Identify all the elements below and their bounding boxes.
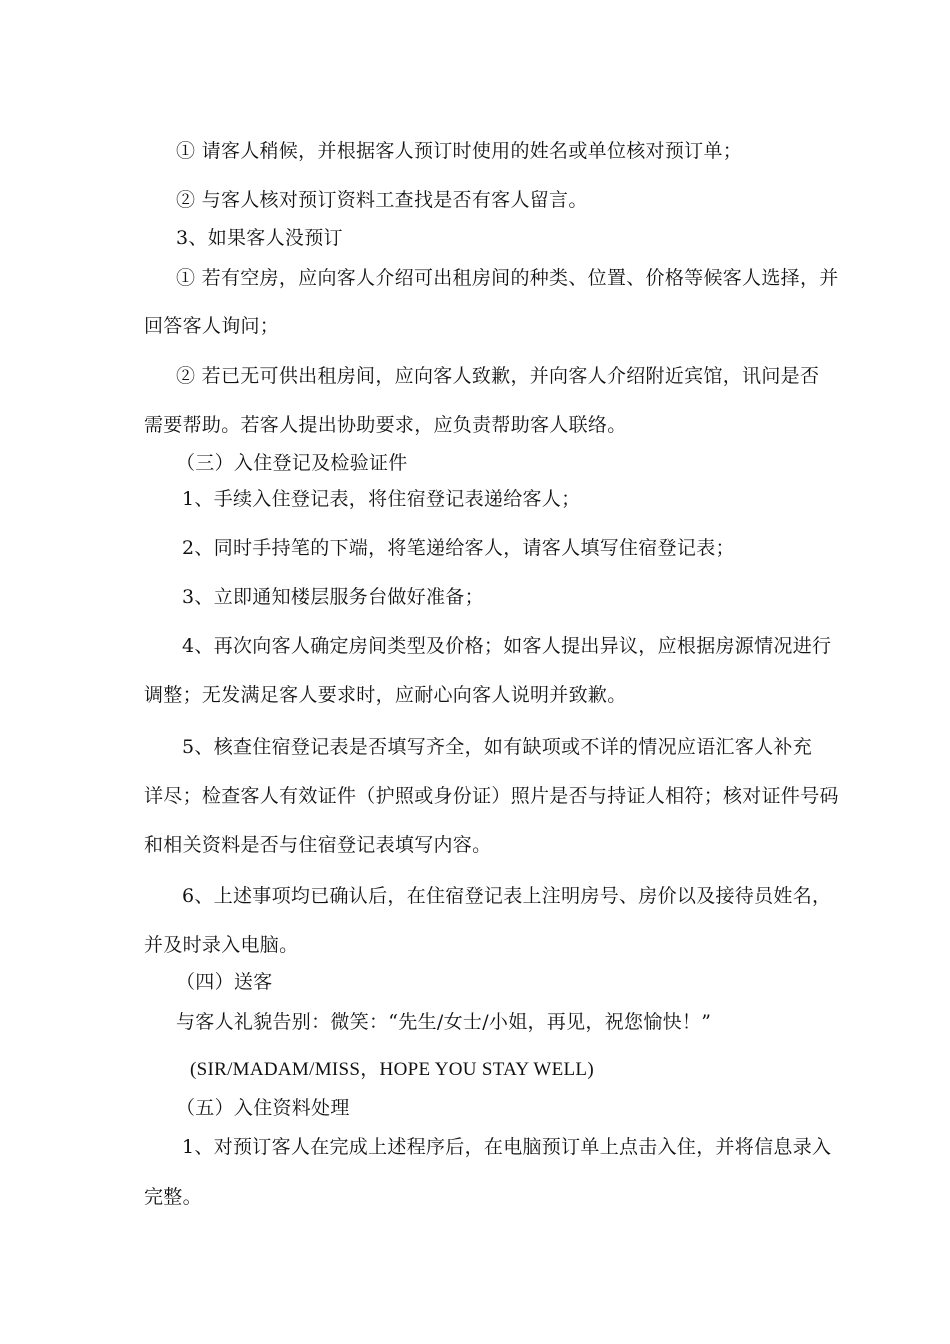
text-line: 完整。 [144,1186,202,1208]
section-heading: （五）入住资料处理 [176,1097,350,1119]
text-line: 1、对预订客人在完成上述程序后，在电脑预订单上点击入住，并将信息录入 [182,1136,832,1158]
text-line: 详尽；检查客人有效证件（护照或身份证）照片是否与持证人相符；核对证件号码 [144,785,839,807]
text-line: 4、再次向客人确定房间类型及价格；如客人提出异议，应根据房源情况进行 [182,635,832,657]
text-line: ② 与客人核对预订资料工查找是否有客人留言。 [176,189,588,211]
text-line: 5、核查住宿登记表是否填写齐全，如有缺项或不详的情况应语汇客人补充 [182,736,812,758]
text-line: ② 若已无可供出租房间，应向客人致歉，并向客人介绍附近宾馆，讯问是否 [176,365,820,387]
text-line: 并及时录入电脑。 [144,934,299,956]
text-line: ① 若有空房，应向客人介绍可出租房间的种类、位置、价格等候客人选择，并 [176,267,839,289]
text-line: 调整；无发满足客人要求时，应耐心向客人说明并致歉。 [144,684,627,706]
section-heading: （三）入住登记及检验证件 [176,452,408,474]
text-line: 和相关资料是否与住宿登记表填写内容。 [144,834,492,856]
text-line: 3、立即通知楼层服务台做好准备； [182,586,484,608]
text-line: (SIR/MADAM/MISS，HOPE YOU STAY WELL) [190,1059,594,1080]
text-line: 6、上述事项均已确认后，在住宿登记表上注明房号、房价以及接待员姓名， [182,885,832,907]
text-line: 回答客人询问； [144,315,280,337]
text-line: 3、如果客人没预订 [176,227,343,249]
text-line: 需要帮助。若客人提出协助要求，应负责帮助客人联络。 [144,414,627,436]
text-line: 1、手续入住登记表，将住宿登记表递给客人； [182,488,581,510]
section-heading: （四）送客 [176,971,273,993]
text-line: 2、同时手持笔的下端，将笔递给客人，请客人填写住宿登记表； [182,537,735,559]
text-line: 与客人礼貌告别：微笑：“先生/女士/小姐，再见，祝您愉快！” [176,1011,712,1033]
text-line: ① 请客人稍候，并根据客人预订时使用的姓名或单位核对预订单； [176,140,743,162]
